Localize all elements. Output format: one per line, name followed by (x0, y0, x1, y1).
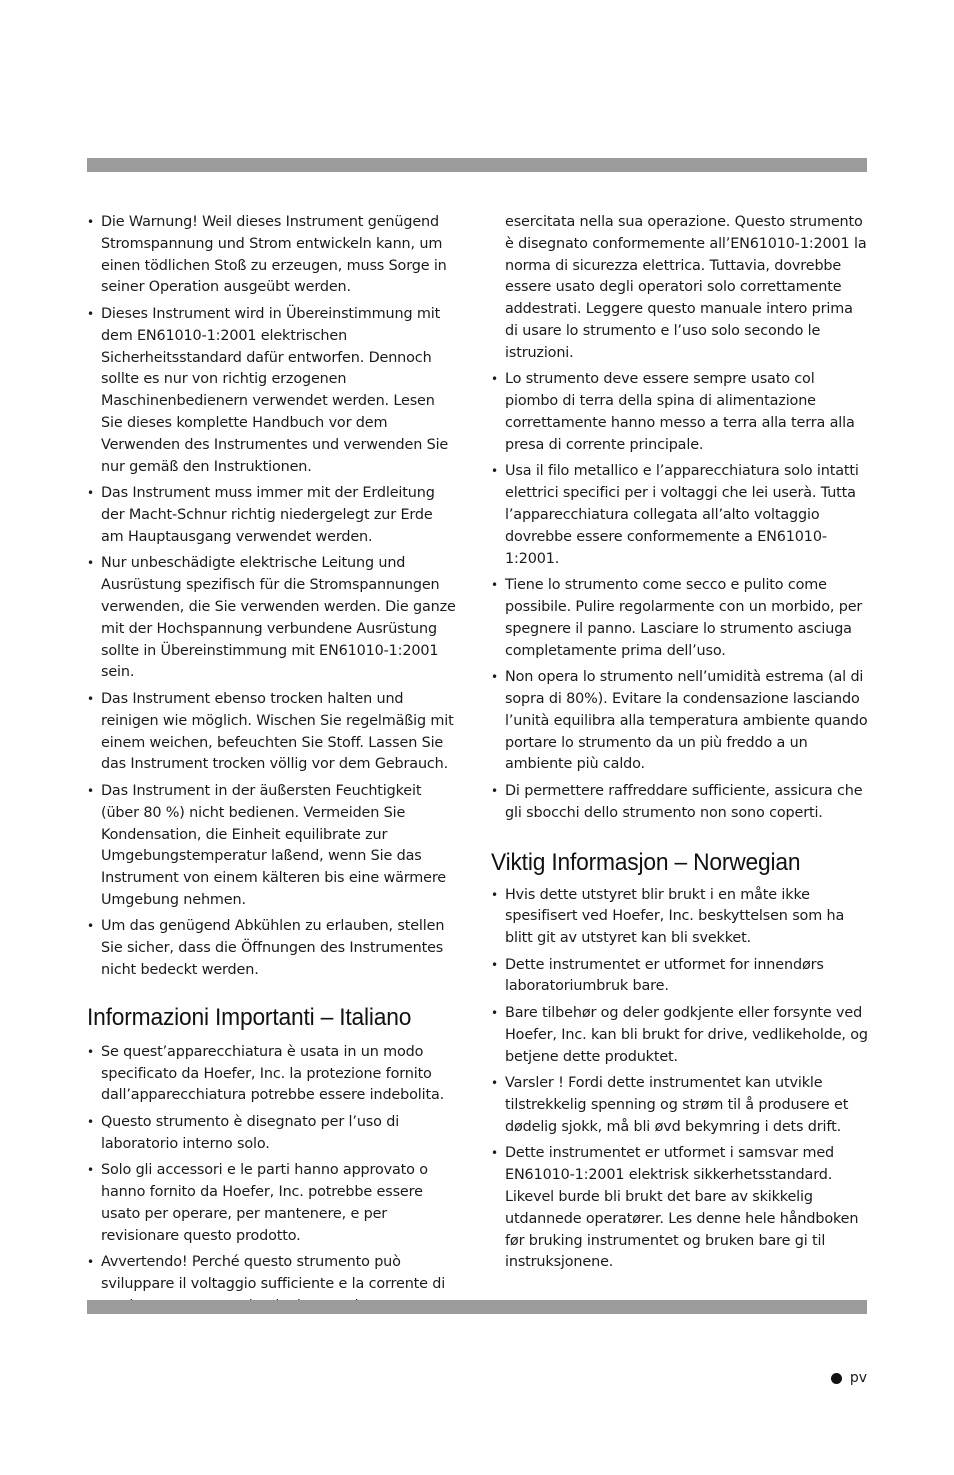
left-column (87, 212, 459, 1323)
page-footer (831, 1370, 867, 1386)
list-item: • Dieses Instrument wird in Übereinstimmung mit dem EN61010-1:2001 elektrischen Sicherheitsstandard dafür entworfen. Dennoch sollte es nur von richtig erzogenen Maschinenbedienern verwendet werden. Lesen Sie dieses komplette Handbuch vor dem Verwenden des Instrumentes und verwenden Sie nur gemäß den Instruktionen. (87, 304, 459, 478)
list-item: • Bare tilbehør og deler godkjente eller forsynte ved Hoefer, Inc. kan bli brukt for drive, vedlikeholde, og betjene dette produktet. (491, 1003, 869, 1068)
list-item-continued: esercitata nella sua operazione. Questo strumento è disegnato conformemente all’EN61010-1:2001 la norma di sicurezza elettrica. Tuttavia, dovrebbe essere usato degli operatori solo correttamente addestrati. Leggere questo manuale intero prima di usare lo strumento e l’uso solo secondo le istruzioni. (505, 214, 867, 361)
list-item: • Das Instrument muss immer mit der Erdleitung der Macht-Schnur richtig niedergelegt zur Erde am Hauptausgang verwendet werden. (87, 483, 459, 548)
list-item: • Lo strumento deve essere sempre usato col piombo di terra della spina di alimentazione correttamente hanno messo a terra alla terra alla presa di corrente principale. (491, 369, 869, 456)
list-item: • Dette instrumentet er utformet i samsvar med EN61010-1:2001 elektrisk sikkerhetsstandard. Likevel burde bli brukt det bare av skikkelig utdannede operatører. Les denne hele håndboken før bruking instrumentet og bruken bare gi til instruksjonene. (491, 1143, 869, 1274)
list-item: • Di permettere raffreddare sufficiente, assicura che gli sbocchi dello strumento non sono coperti. (491, 781, 869, 825)
list-item: • Avvertendo! Perché questo strumento può sviluppare il voltaggio sufficiente e la corrente di (87, 1252, 459, 1317)
italian-heading: Informazioni Importanti – Italiano (87, 1003, 412, 1031)
list-item: • Das Instrument in der äußersten Feuchtigkeit (über 80 %) nicht bedienen. Vermeiden Sie Kondensation, die Einheit equilibrate zur Umgebungstemperatur laßend, wenn Sie das Instrument von einem kälteren bis eine wärmere Umgebung nehmen. (87, 781, 459, 912)
list-item: • Die Warnung! Weil dieses Instrument genügend Stromspannung und Strom entwickeln kann, um einen tödlichen Stoß zu erzeugen, muss Sorge in seiner Operation ausgeübt werden. (87, 212, 459, 299)
list-item: • Um das genügend Abkühlen zu erlauben, stellen Sie sicher, dass die Öffnungen des Instrumentes nicht bedeckt werden. (87, 916, 459, 981)
right-column (491, 212, 869, 1279)
norwegian-heading: Viktig Informasjon – Norwegian (491, 848, 801, 876)
list-item: • Usa il filo metallico e l’apparecchiatura solo intatti elettrici specifici per i voltaggi che lei userà. Tutta l’apparecchiatura collegata all’alto voltaggio dovrebbe essere conformemente a EN61010-1:2001. (491, 461, 869, 570)
footer-rule (87, 1300, 867, 1314)
italian-safety-list-continued (491, 212, 869, 825)
list-item: • Questo strumento è disegnato per l’uso di laboratorio interno solo. (87, 1112, 459, 1156)
page-number: pv (849, 1370, 867, 1386)
list-item: • Hvis dette utstyret blir brukt i en måte ikke spesifisert ved Hoefer, Inc. beskyttelsen som ha blitt git av utstyret kan bli svekket. (491, 885, 869, 950)
norwegian-safety-list (491, 885, 869, 1275)
list-item: • Nur unbeschädigte elektrische Leitung und Ausrüstung spezifisch für die Stromspannungen verwenden, die Sie verwenden werden. Die ganze mit der Hochspannung verbundene Ausrüstung sollte in Übereinstimmung mit EN61010-1:2001 sein. (87, 553, 459, 684)
header-rule (87, 158, 867, 172)
list-item: • Tiene lo strumento come secco e pulito come possibile. Pulire regolarmente con un morbido, per spegnere il panno. Lasciare lo strumento asciuga completamente prima dell’uso. (491, 575, 869, 662)
italian-safety-list (87, 1042, 459, 1318)
list-item: • Se quest’apparecchiatura è usata in un modo specificato da Hoefer, Inc. la protezione fornito dall’apparecchiatura potrebbe essere indebolita. (87, 1042, 459, 1107)
bullet-dot-icon (831, 1373, 842, 1384)
german-safety-list (87, 212, 459, 982)
list-item: • Non opera lo strumento nell’umidità estrema (al di sopra di 80%). Evitare la condensazione lasciando l’unità equilibra alla temperatura ambiente quando portare lo strumento da un più freddo a un ambiente più caldo. (491, 667, 869, 776)
list-item: • Das Instrument ebenso trocken halten und reinigen wie möglich. Wischen Sie regelmäßig mit einem weichen, befeuchten Sie Stoff. Lassen Sie das Instrument trocken völlig vor dem Gebrauch. (87, 689, 459, 776)
list-item: • Solo gli accessori e le parti hanno approvato o hanno fornito da Hoefer, Inc. potrebbe essere usato per operare, per mantenere, e per revisionare questo prodotto. (87, 1160, 459, 1247)
list-item: • Dette instrumentet er utformet for innendørs laboratoriumbruk bare. (491, 955, 869, 999)
list-item: • Varsler ! Fordi dette instrumentet kan utvikle tilstrekkelig spenning og strøm til å produsere et dødelig sjokk, må bli øvd bekymring i dets drift. (491, 1073, 869, 1138)
